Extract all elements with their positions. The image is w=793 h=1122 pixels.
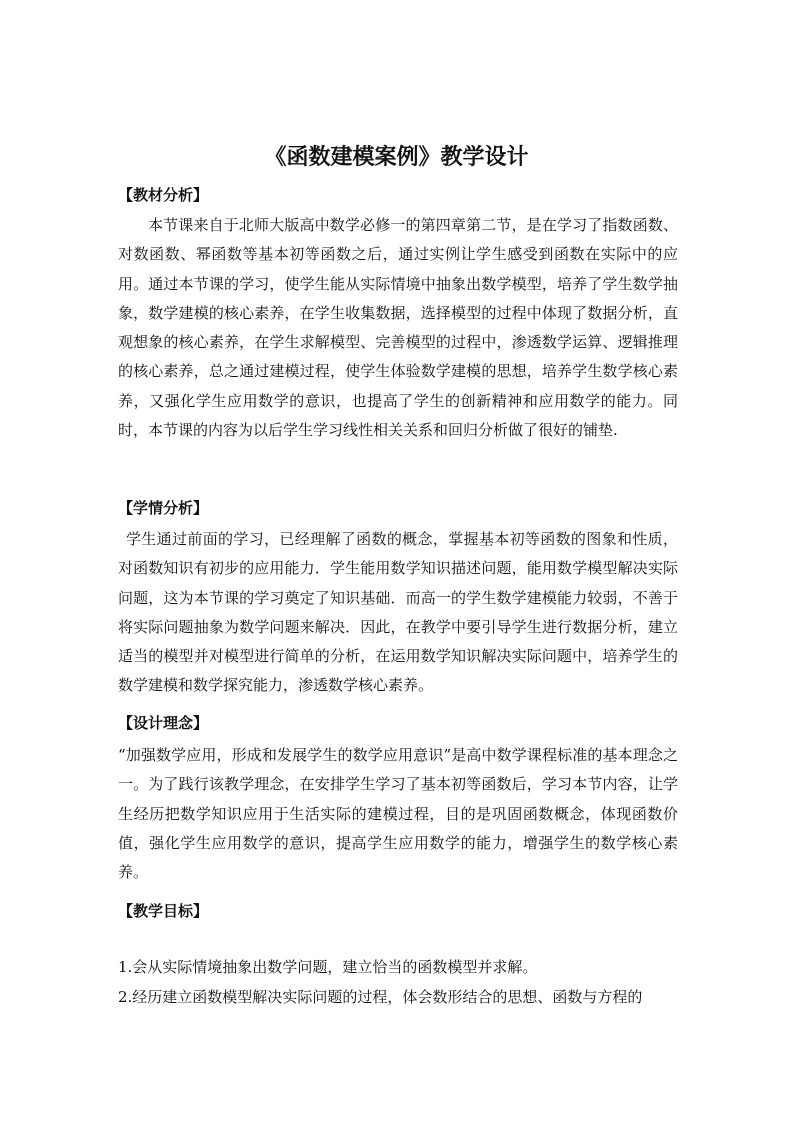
document-title: 《函数建模案例》教学设计 [264, 144, 529, 170]
section-heading-textbook-analysis: 【教材分析】 [118, 186, 209, 204]
objective-item: 2.经历建立函数模型解决实际问题的过程，体会数形结合的思想、函数与方程的 [118, 988, 643, 1006]
design-philosophy-paragraph: “加强数学应用，形成和发展学生的数学应用意识”是高中数学课程标准的基本理念之一。为了践行该教学理念，在安排学生学习了基本初等函数后，学习本节内容，让学生经历把数学知识应用于生活实际的建模过程，目的是巩固函数概念，体现函数价值，强化学生应用数学的意识，提高学生应用数学的能力，增强学生的数学核心素养。 [118, 746, 678, 882]
section-heading-design-philosophy: 【设计理念】 [118, 714, 209, 732]
objective-item: 1.会从实际情境抽象出数学问题，建立恰当的函数模型并求解。 [118, 958, 538, 976]
learner-analysis-paragraph: 学生通过前面的学习，已经理解了函数的概念，掌握基本初等函数的图象和性质，对函数知识有初步的应用能力．学生能用数学知识描述问题，能用数学模型解决实际问题，这为本节课的学习奠定了知识基础．而高一的学生数学建模能力较弱，不善于将实际问题抽象为数学问题来解决．因此，在教学中要引导学生进行数据分析，建立适当的模型并对模型进行简单的分析，在运用数学知识解决实际问题中，培养学生的数学建模和数学探究能力，渗透数学核心素养。 [118, 530, 678, 695]
section-heading-teaching-objectives: 【教学目标】 [118, 902, 209, 920]
textbook-analysis-paragraph: 本节课来自于北师大版高中数学必修一的第四章第二节，是在学习了指数函数、对数函数、幂函数等基本初等函数之后，通过实例让学生感受到函数在实际中的应用。通过本节课的学习，使学生能从实际情境中抽象出数学模型，培养了学生数学抽象，数学建模的核心素养，在学生收集数据，选择模型的过程中体现了数据分析，直观想象的核心素养，在学生求解模型、完善模型的过程中，渗透数学运算、逻辑推理的核心素养，总之通过建模过程，使学生体验数学建模的思想，培养学生数学核心素养，又强化学生应用数学的意识，也提高了学生的创新精神和应用数学的能力。同时，本节课的内容为以后学生学习线性相关关系和回归分析做了很好的铺垫. [118, 216, 678, 440]
section-heading-learner-analysis: 【学情分析】 [118, 499, 209, 517]
